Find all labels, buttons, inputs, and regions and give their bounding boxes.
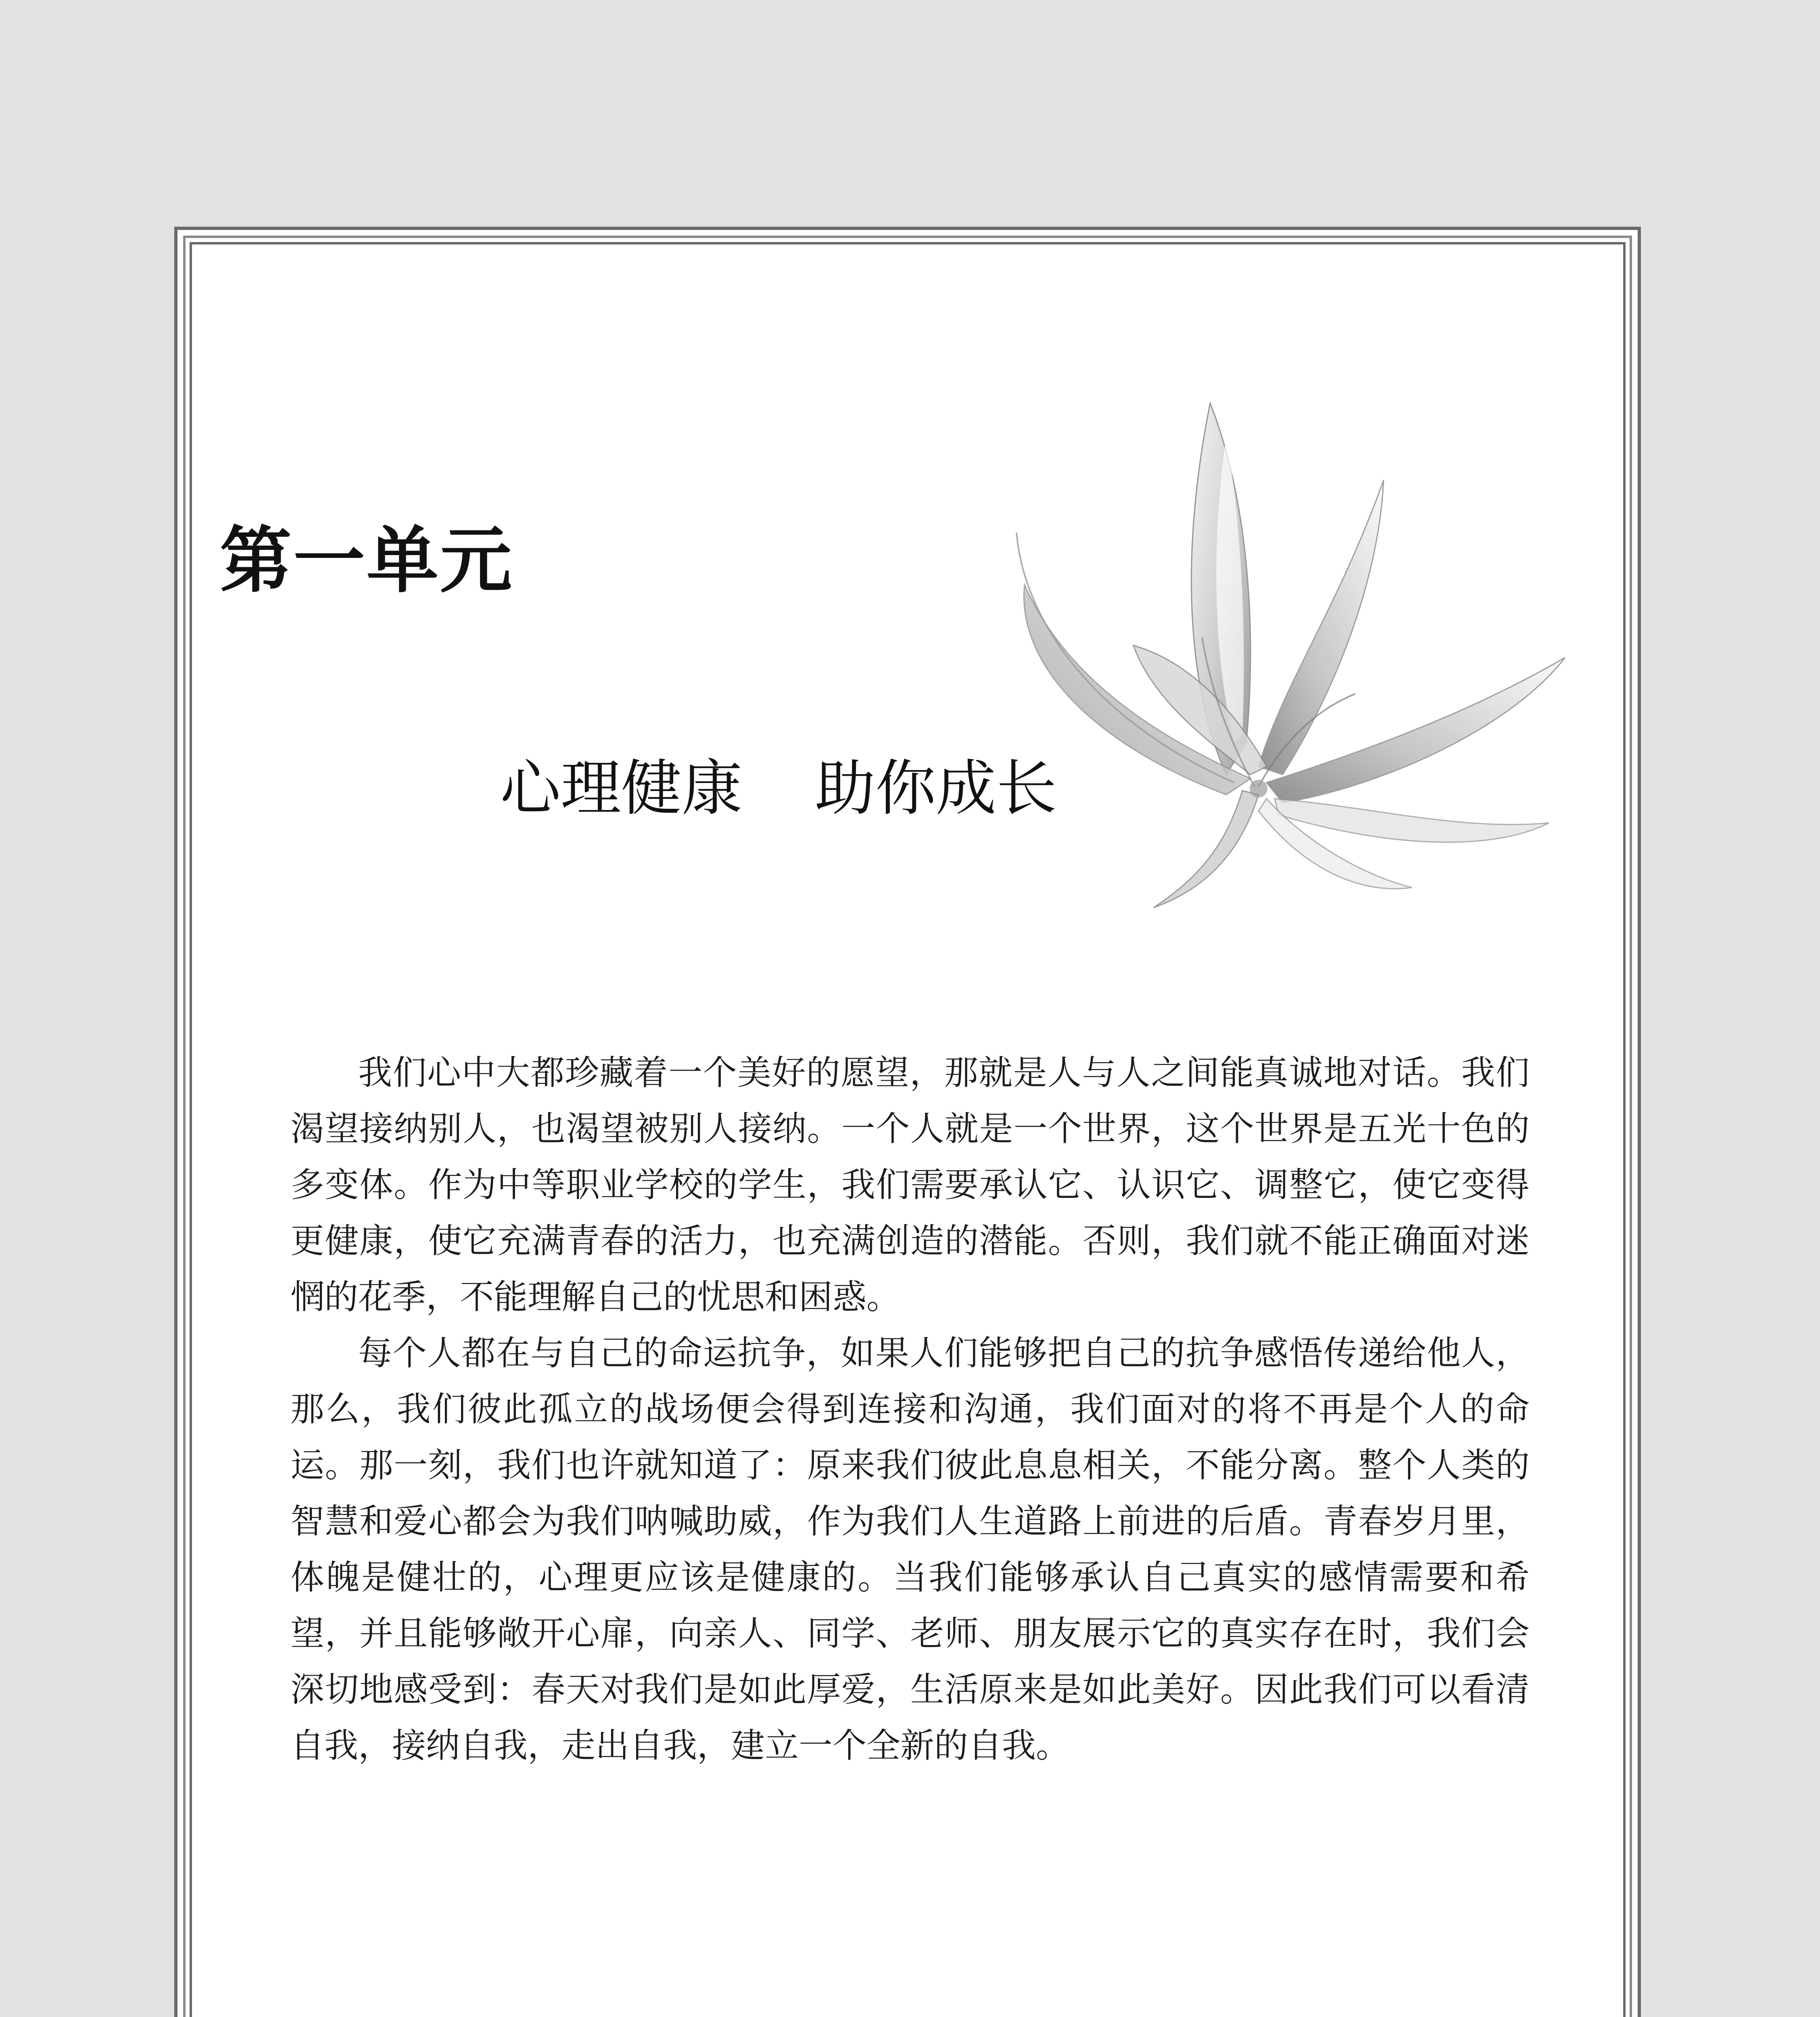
page-title-part2: 助你成长 (815, 754, 1057, 824)
flower-petal-right-up (1259, 480, 1384, 775)
unit-label: 第一单元 (220, 518, 513, 602)
page-title-part1: 心理健康 (500, 754, 743, 824)
paragraph: 我们心中大都珍藏着一个美好的愿望，那就是人与人之间能真诚地对话。我们渴望接纳别人，也渴望被别人接纳。一个人就是一个世界，这个世界是五光十色的多变体。作为中等职业学校的学生，我们需要承认它、认识它、调整它，使它变得更健康，使它充满青春的活力，也充满创造的潜能。否则，我们就不能正确面对迷惘的花季，不能理解自己的忧思和困惑。 (290, 1053, 1530, 1317)
paragraph: 每个人都在与自己的命运抗争，如果人们能够把自己的抗争感悟传递给他人，那么，我们彼此孤立的战场便会得到连接和沟通，我们面对的将不再是个人的命运。那一刻，我们也许就知道了：原来我们彼此息息相关，不能分离。整个人类的智慧和爱心都会为我们呐喊助威，作为我们人生道路上前进的后盾。青春岁月里，体魄是健壮的，心理更应该是健康的。当我们能够承认自己真实的感情需要和希望，并且能够敞开心扉，向亲人、同学、老师、朋友展示它的真实存在时，我们会深切地感受到：春天对我们是如此厚爱，生活原来是如此美好。因此我们可以看清自我，接纳自我，走出自我，建立一个全新的自我。 (290, 1333, 1530, 1765)
flower-illustration (1000, 379, 1581, 920)
page-title (500, 754, 1057, 824)
flower-petal-right-lower (1275, 799, 1549, 842)
flower-center (1250, 780, 1267, 798)
flower-petal-lower (1154, 791, 1259, 908)
body-text (290, 1045, 1530, 1774)
